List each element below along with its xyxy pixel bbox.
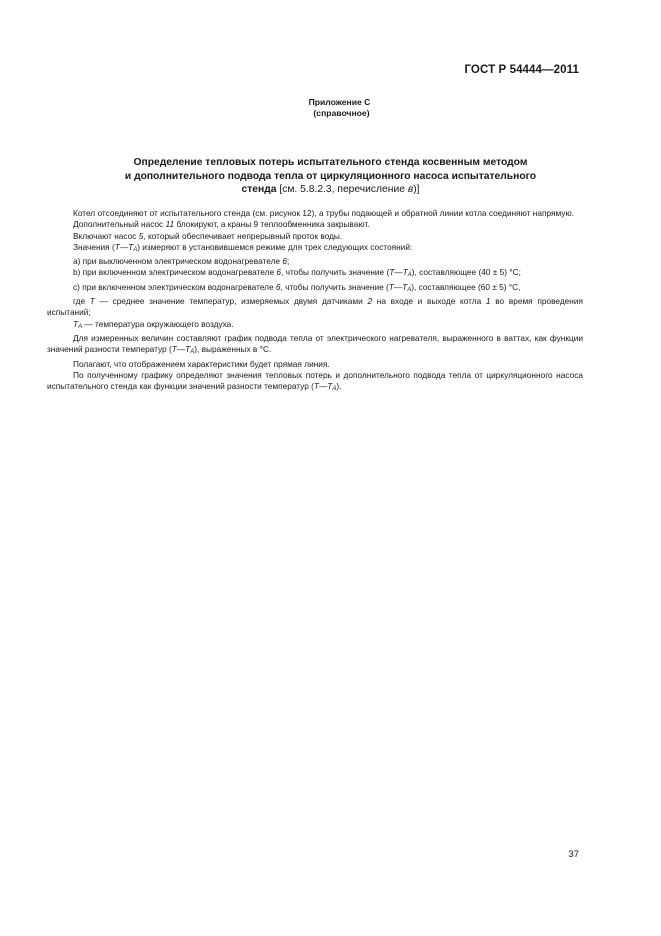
appendix-heading xyxy=(0,97,661,119)
section-clause-reference: [см. 5.8.2.3, перечисление в)] xyxy=(276,184,420,195)
paragraph-graph: Для измеренных величин составляют график подвода тепла от электрического нагревателя, выраженного в ваттах, как функции значений разности температур $(T—T_A)$, выраженных в °С. xyxy=(47,332,583,356)
paragraph-disconnect: Котел отсоединяют от испытательного стенда (см. рисунок 12), а трубы подающей и обратной линии котла соединяют напрямую. xyxy=(73,208,574,218)
paragraph-measurement: Значения $(T—T_A)$ измеряют в установившемся режиме для трех следующих состояний: xyxy=(73,241,413,253)
paragraph-straight-line: Полагают, что отображением характеристики будет прямая линия. xyxy=(73,358,330,369)
section-title-line3 xyxy=(90,183,571,197)
standard-code: ГОСТ Р 54444—2011 xyxy=(464,64,579,76)
paragraph-conclusion: По полученному графику определяют значения тепловых потерь и дополнительного подвода тепла от циркуляционного насоса испытательного стенда как функции значений разности температур $(T—T_A)$. xyxy=(47,369,583,393)
list-item-a: a) при выключенном электрическом водонагревателе 6; xyxy=(73,256,290,267)
paragraph-pump-block: Дополнительный насос 11 блокируют, а краны 9 теплообменника закрывают. xyxy=(73,219,370,230)
page-number: 37 xyxy=(568,849,579,860)
paragraph-pump-on: Включают насос 5, который обеспечивает непрерывный проток воды. xyxy=(73,230,343,241)
list-item-b: b) при включенном электрическом водонагревателе 6, чтобы получить значение $(T—T_A)$, составляющее (40 ± 5) °С; xyxy=(73,267,521,279)
appendix-status: (справочное) xyxy=(313,108,370,118)
section-title xyxy=(90,156,571,197)
list-item-c: c) при включенном электрическом водонагревателе 6, чтобы получить значение $(T—T_A)$, составляющее (60 ± 5) °С, xyxy=(73,281,521,293)
appendix-title: Приложение С xyxy=(308,97,371,107)
section-title-line1: Определение тепловых потерь испытательного стенда косвенным методом xyxy=(133,157,528,168)
body-text xyxy=(47,208,583,395)
section-title-line3-bold: стенда xyxy=(241,184,277,195)
definition-ta: $T_A$ — температура окружающего воздуха. xyxy=(73,318,234,330)
definition-t: где T — среднее значение температур, измеряемых двумя датчиками 2 на входе и выходе котла 1 во время проведения испытаний; xyxy=(47,296,583,318)
section-title-line2: и дополнительного подвода тепла от циркуляционного насоса испытательного xyxy=(124,170,537,182)
